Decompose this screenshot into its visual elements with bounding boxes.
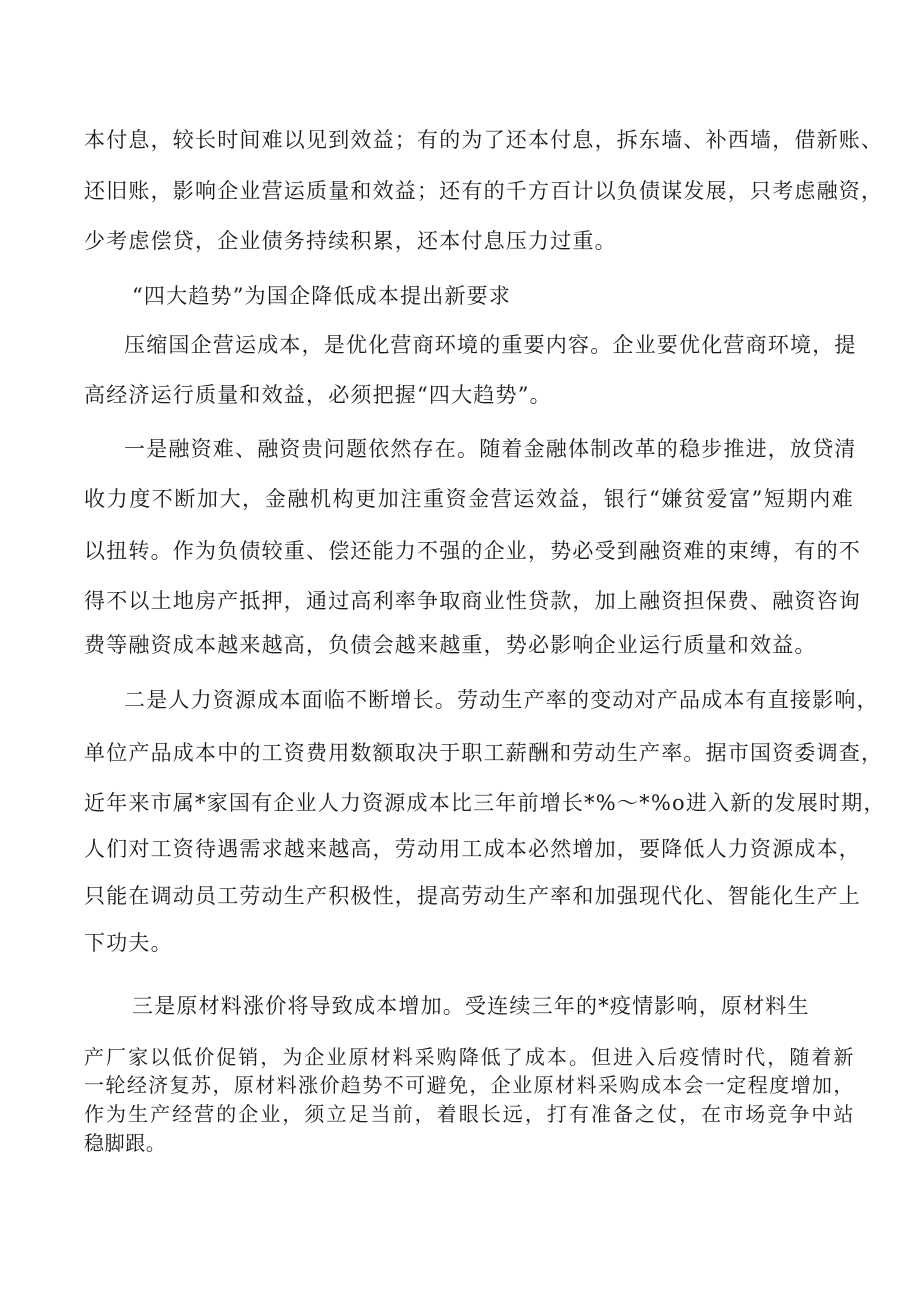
paragraph-line: 以扭转。作为负债较重、偿还能力不强的企业，势必受到融资难的束缚，有的不 <box>84 539 861 563</box>
paragraph-line: 得不以土地房产抵押，通过高利率争取商业性贷款，加上融资担保费、融资咨询 <box>84 589 861 613</box>
paragraph-line: 近年来市属*家国有企业人力资源成本比三年前增长*%～*%o进入新的发展时期， <box>84 791 886 815</box>
paragraph-line: 产厂家以低价促销，为企业原材料采购降低了成本。但进入后疫情时代，随着新 <box>84 1045 854 1069</box>
paragraph-line: 一轮经济复苏，原材料涨价趋势不可避免，企业原材料采购成本会一定程度增加， <box>84 1073 854 1097</box>
paragraph-line: 人们对工资待遇需求越来越高，劳动用工成本必然增加，要降低人力资源成本， <box>84 837 861 861</box>
paragraph-line: 单位产品成本中的工资费用数额取决于职工薪酬和劳动生产率。据市国资委调查， <box>84 741 884 765</box>
paragraph-line: 只能在调动员工劳动生产积极性，提高劳动生产率和加强现代化、智能化生产上 <box>84 884 861 908</box>
paragraph-line: 三是原材料涨价将导致成本增加。受连续三年的*疫情影响，原材料生 <box>132 994 810 1018</box>
paragraph-line: 还旧账，影响企业营运质量和效益；还有的千方百计以负债谋发展，只考虑融资， <box>84 179 884 203</box>
paragraph-line: 作为生产经营的企业，须立足当前，着眼长远，打有准备之仗，在市场竞争中站 <box>84 1102 854 1126</box>
paragraph-line: 压缩国企营运成本，是优化营商环境的重要内容。企业要优化营商环境，提 <box>124 333 857 357</box>
paragraph-line: 本付息，较长时间难以见到效益；有的为了还本付息，拆东墙、补西墙，借新账、 <box>84 128 884 152</box>
paragraph-line: 少考虑偿贷，企业债务持续积累，还本付息压力过重。 <box>84 229 617 253</box>
section-heading: “四大趋势”为国企降低成本提出新要求 <box>132 284 512 308</box>
paragraph-line: 费等融资成本越来越高，负债会越来越重，势必影响企业运行质量和效益。 <box>84 633 817 657</box>
paragraph-line: 稳脚跟。 <box>84 1131 167 1155</box>
paragraph-line: 一是融资难、融资贵问题依然存在。随着金融体制改革的稳步推进，放贷清 <box>124 437 857 461</box>
paragraph-line: 高经济运行质量和效益，必须把握“四大趋势”。 <box>84 383 552 407</box>
paragraph-line: 二是人力资源成本面临不断增长。劳动生产率的变动对产品成本有直接影响， <box>124 688 879 712</box>
paragraph-line: 收力度不断加大，金融机构更加注重资金营运效益，银行“嫌贫爱富”短期内难 <box>84 487 854 511</box>
paragraph-line: 下功夫。 <box>84 931 173 955</box>
